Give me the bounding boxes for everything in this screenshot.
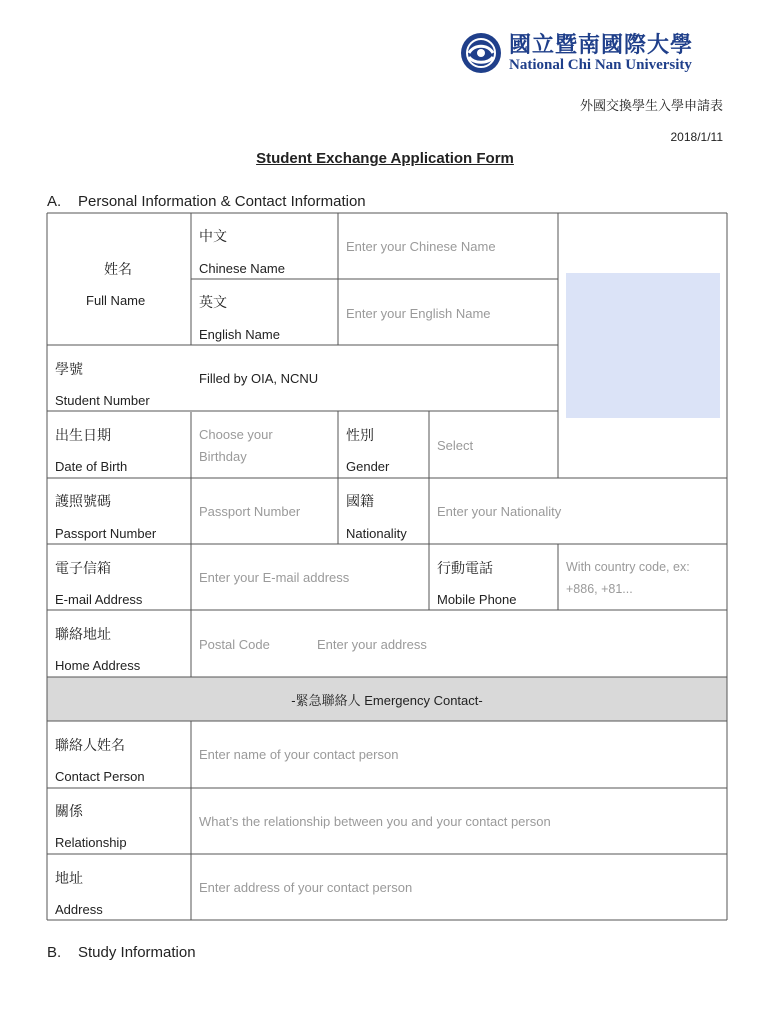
dob-label-en: Date of Birth (55, 459, 128, 474)
contact-person-label-cn: 聯絡人姓名 (55, 737, 125, 753)
email-field[interactable]: Enter your E-mail address (199, 570, 350, 585)
gender-select[interactable]: Select (437, 438, 474, 453)
chinese-name-label-en: Chinese Name (199, 261, 285, 276)
section-a-heading (47, 193, 366, 210)
dob-field[interactable]: Choose your Birthday (199, 427, 273, 464)
university-emblem-icon (460, 32, 502, 74)
relationship-label-en: Relationship (55, 835, 127, 850)
full-name-label-cn: 姓名 (104, 261, 132, 277)
passport-label-cn: 護照號碼 (55, 493, 111, 509)
photo-upload-box[interactable] (566, 273, 720, 418)
student-number-label-en: Student Number (55, 393, 150, 408)
student-number-label-cn: 學號 (55, 361, 83, 377)
postal-code-field[interactable]: Postal Code (199, 637, 270, 652)
contact-person-label-en: Contact Person (55, 769, 145, 784)
home-address-field[interactable]: Enter your address (317, 637, 427, 652)
home-address-label-cn: 聯絡地址 (55, 626, 111, 642)
email-label-en: E-mail Address (55, 592, 143, 607)
chinese-name-label-cn: 中文 (199, 228, 227, 244)
form-subtitle-cn: 外國交換學生入學申請表 (579, 98, 723, 113)
university-name-en: National Chi Nan University (509, 57, 692, 73)
english-name-field[interactable]: Enter your English Name (346, 306, 491, 321)
form-date: 2018/1/11 (670, 130, 723, 144)
passport-field[interactable]: Passport Number (199, 504, 301, 519)
section-b-heading (47, 944, 196, 961)
contact-address-label-en: Address (55, 902, 103, 917)
relationship-field[interactable]: What’s the relationship between you and your contact person (199, 814, 551, 829)
email-label-cn: 電子信箱 (55, 560, 111, 576)
university-name-cn: 國立暨南國際大學 (509, 32, 694, 58)
contact-address-label-cn: 地址 (55, 870, 83, 886)
chinese-name-field[interactable]: Enter your Chinese Name (346, 239, 496, 254)
passport-label-en: Passport Number (55, 526, 157, 541)
nationality-label-en: Nationality (346, 526, 407, 541)
student-number-value: Filled by OIA, NCNU (199, 371, 319, 386)
home-address-label-en: Home Address (55, 658, 141, 673)
section-b-title: Study Information (78, 944, 196, 961)
mobile-field[interactable]: With country code, ex: +886, +81... (566, 560, 690, 596)
contact-person-field[interactable]: Enter name of your contact person (199, 747, 399, 762)
full-name-label-en: Full Name (86, 293, 146, 308)
section-a-title: Personal Information & Contact Information (78, 193, 366, 210)
dob-label-cn: 出生日期 (55, 427, 111, 443)
university-logo (460, 28, 730, 78)
mobile-label-cn: 行動電話 (437, 560, 493, 576)
english-name-label-cn: 英文 (199, 294, 227, 310)
form-title: Student Exchange Application Form (256, 150, 514, 167)
mobile-label-en: Mobile Phone (437, 592, 517, 607)
emergency-contact-heading: -緊急聯絡人 Emergency Contact- (291, 693, 483, 708)
english-name-label-en: English Name (199, 327, 280, 342)
relationship-label-cn: 關係 (55, 803, 83, 819)
nationality-label-cn: 國籍 (346, 493, 374, 509)
nationality-field[interactable]: Enter your Nationality (437, 504, 562, 519)
gender-label-en: Gender (346, 459, 390, 474)
contact-address-field[interactable]: Enter address of your contact person (199, 880, 413, 895)
gender-label-cn: 性別 (346, 427, 374, 443)
section-b-letter: B. (47, 944, 62, 961)
section-a-letter: A. (47, 193, 62, 210)
